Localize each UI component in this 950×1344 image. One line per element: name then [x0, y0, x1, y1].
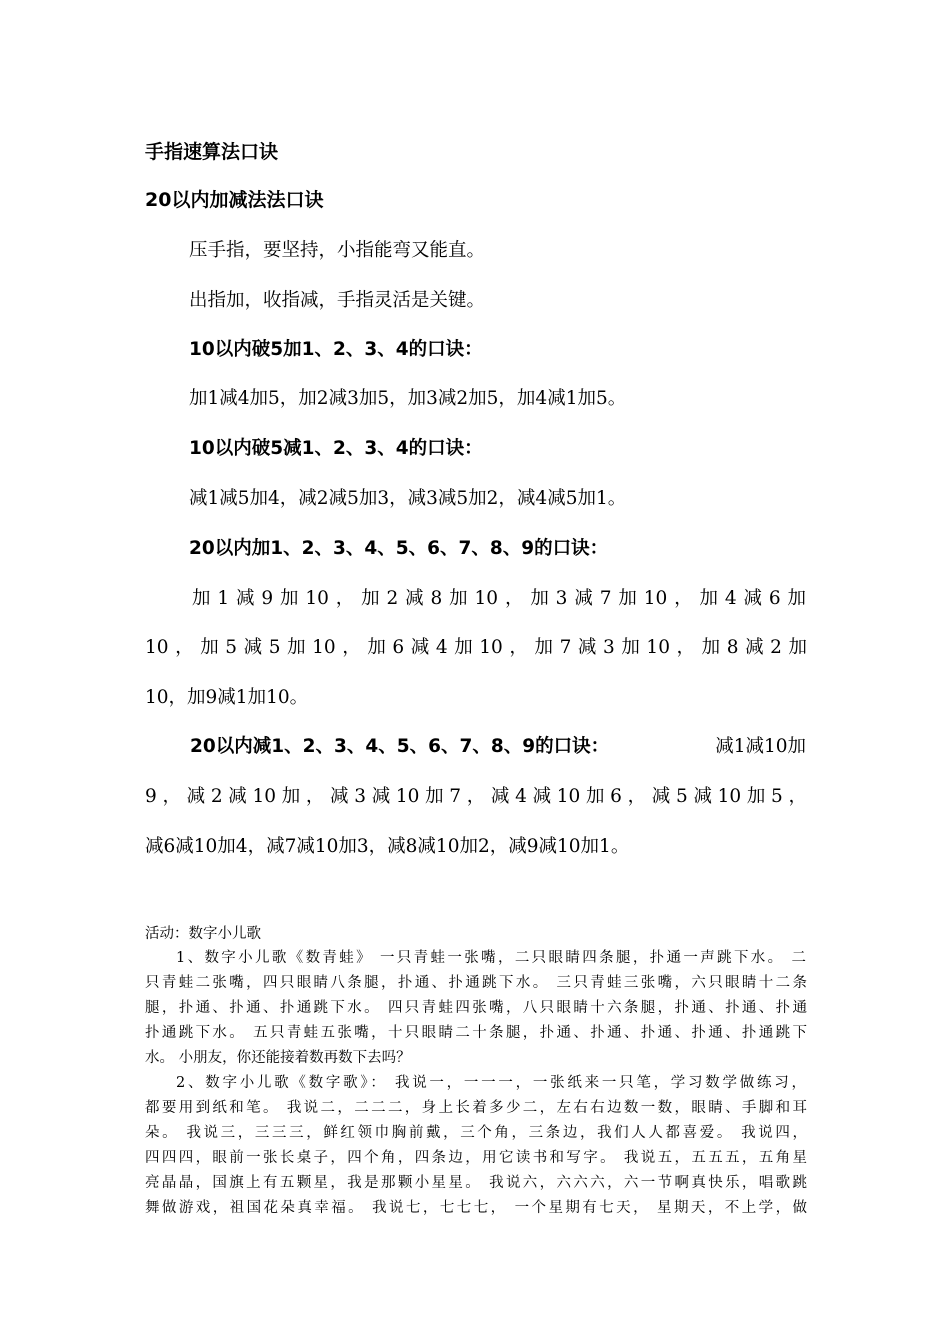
rule4-first-line: [190, 722, 806, 772]
song-line-5: 水。 小朋友，你还能接着数再数下去吗？: [145, 1050, 411, 1066]
rule2-body: 减1减5加4，减2减5加3，减3减5加2，减4减5加1。: [189, 488, 627, 509]
song-line-11: 舞做游戏，祖国花朵真幸福。 我说七，七七七， 一个星期有七天， 星期天，不上学，做: [145, 1200, 807, 1216]
song-line-7: 都要用到纸和笔。 我说二，二二二，身上长着多少二，左右右边数一数，眼睛、手脚和耳: [145, 1100, 807, 1116]
rule3-heading: 20以内加1、2、3、4、5、6、7、8、9的口诀：: [189, 538, 609, 559]
rule1-body: 加1减4加5，加2减3加5，加3减2加5，加4减1加5。: [189, 388, 627, 409]
rule3-body-line-3: 10，加9减1加10。: [145, 687, 309, 708]
rule4-heading: 20以内减1、2、3、4、5、6、7、8、9的口诀：: [190, 736, 610, 757]
verse-line-2: 出指加，收指减，手指灵活是关键。: [189, 290, 486, 311]
rule3-body-line-2: 10，加5减5加10，加6减4加10，加7减3加10，加8减2加: [145, 637, 807, 658]
activity-title: 活动：数字小儿歌: [145, 926, 261, 942]
verse-line-1: 压手指，要坚持，小指能弯又能直。: [189, 240, 486, 261]
song-line-8: 朵。 我说三，三三三，鲜红领巾胸前戴，三个角，三条边，我们人人都喜爱。 我说四，: [145, 1125, 807, 1141]
document-title: 手指速算法口诀: [145, 141, 279, 163]
document-subtitle: 20以内加减法法口诀: [145, 189, 324, 211]
rule4-body-line-1: 减1减10加: [715, 736, 806, 757]
song-line-6: 2、数字小儿歌《数字歌》： 我说一，一一一，一张纸来一只笔，学习数学做练习，: [176, 1075, 806, 1091]
rule4-body-line-2: 9，减2减10加，减3减10加7，减4减10加6，减5减10加5，: [145, 786, 807, 807]
rule1-heading: 10以内破5加1、2、3、4的口诀：: [189, 339, 483, 360]
song-line-9: 四四四，眼前一张长桌子，四个角，四条边，用它读书和写字。 我说五，五五五，五角星: [145, 1150, 807, 1166]
song-line-1: 1、数字小儿歌《数青蛙》 一只青蛙一张嘴，二只眼睛四条腿，扑通一声跳下水。 二: [176, 950, 806, 966]
song-line-3: 腿，扑通、扑通、扑通跳下水。 四只青蛙四张嘴，八只眼睛十六条腿，扑通、扑通、扑通: [145, 1000, 807, 1016]
song-line-4: 扑通跳下水。 五只青蛙五张嘴，十只眼睛二十条腿，扑通、扑通、扑通、扑通、扑通跳下: [145, 1025, 807, 1041]
song-line-10: 亮晶晶，国旗上有五颗星，我是那颗小星星。 我说六，六六六，六一节啊真快乐，唱歌跳: [145, 1175, 807, 1191]
song-line-2: 只青蛙二张嘴，四只眼睛八条腿，扑通、扑通跳下水。 三只青蛙三张嘴，六只眼睛十二条: [145, 975, 807, 991]
rule4-body-line-3: 减6减10加4，减7减10加3，减8减10加2，减9减10加1。: [145, 836, 630, 857]
rule3-body-line-1: 加1减9加10，加2减8加10，加3减7加10，加4减6加: [192, 588, 806, 609]
rule2-heading: 10以内破5减1、2、3、4的口诀：: [189, 438, 483, 459]
